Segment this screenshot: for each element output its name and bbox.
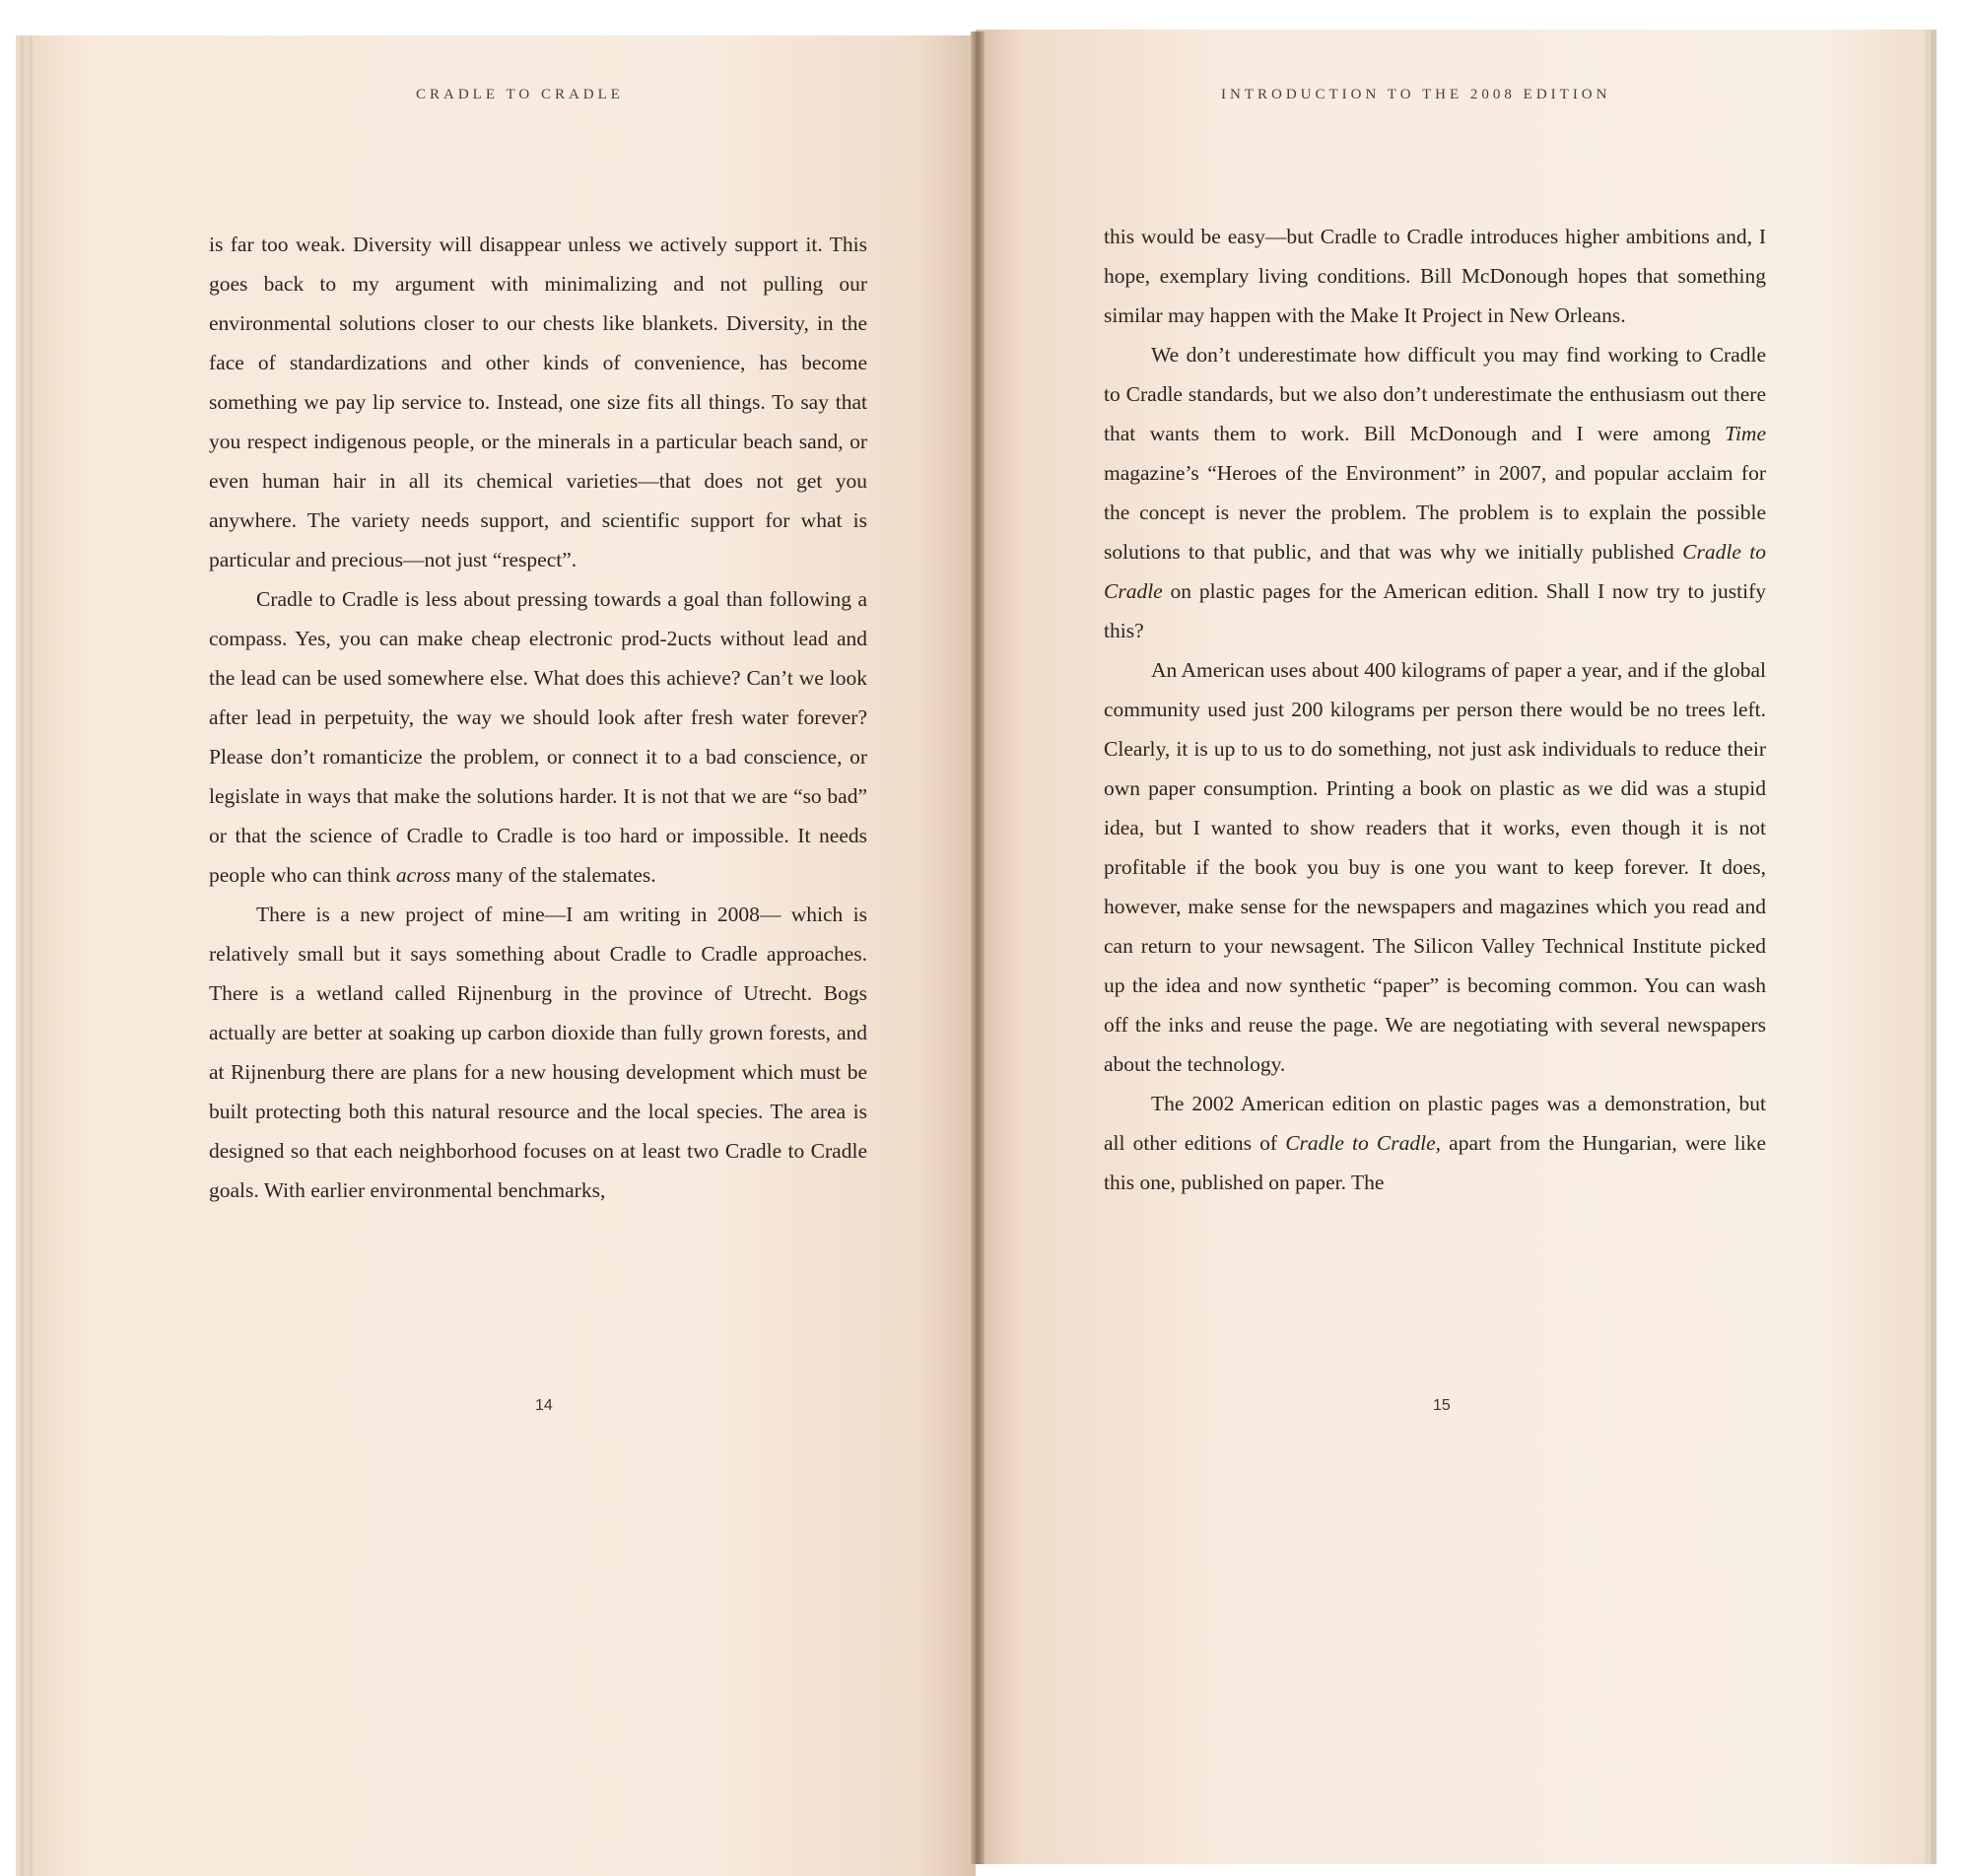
text-run: on plastic pages for the American edition. Shall I now try to justify this? <box>1104 579 1766 642</box>
text-run: There is a new project of mine—I am writing in 2008— which is relatively small but it says something about Cradle to Cradle approaches. There is a wetland called Rijnenburg in the province of Utrecht. Bogs actually are better at soaking up carbon dioxide than fully grown forests, and at Rijnenburg there are plans for a new housing development which must be built protecting both this natural resource and the local species. The area is designed so that each neighborhood focuses on at least two Cradle to Cradle goals. With earlier environmental benchmarks, <box>209 903 867 1202</box>
text-run: magazine’s “Heroes of the Environment” in 2007, and popular acclaim for the concept is never the problem. The problem is to explain the possible solutions to that public, and that was why we initially published <box>1104 461 1766 564</box>
paragraph <box>1104 335 1766 650</box>
italic-text: Cradle to Cradle <box>1104 540 1766 603</box>
paragraph <box>1104 1084 1766 1202</box>
paragraph <box>1104 650 1766 1084</box>
text-run: Cradle to Cradle is less about pressing towards a goal than following a compass. Yes, you can make cheap electronic prod-2ucts without lead and the lead can be used somewhere else. What does this achieve? Can’t we look after lead in perpetuity, the way we should look after fresh water forever? Please don’t romanticize the problem, or connect it to a bad conscience, or legislate in ways that make the solutions harder. It is not that we are “so bad” or that the science of Cradle to Cradle is too hard or impossible. It needs people who can think <box>209 587 867 887</box>
page-number-right: 15 <box>1433 1397 1451 1414</box>
text-run: this would be easy—but Cradle to Cradle introduces higher ambitions and, I hope, exemplary living conditions. Bill McDonough hopes that something similar may happen with the Make It Project in New Orleans. <box>1104 225 1766 327</box>
text-run: is far too weak. Diversity will disappear unless we actively support it. This goes back to my argument with minimalizing and not pulling our environmental solutions closer to our chests like blankets. Diversity, in the face of standardizations and other kinds of convenience, has become something we pay lip service to. Instead, one size fits all things. To say that you respect indigenous people, or the minerals in a particular beach sand, or even human hair in all its chemical varieties—that does not get you anywhere. The variety needs support, and scientific support for what is particular and precious—not just “respect”. <box>209 233 867 571</box>
running-head-right: INTRODUCTION TO THE 2008 EDITION <box>1221 87 1611 102</box>
italic-text: across <box>395 863 451 887</box>
italic-text: Cradle to Cradle <box>1285 1131 1436 1155</box>
paragraph <box>209 579 867 895</box>
paragraph <box>209 895 867 1210</box>
page-number-left: 14 <box>535 1397 553 1414</box>
left-page-text <box>209 225 867 1210</box>
text-run: , apart from the Hungarian, were like this one, published on paper. The <box>1104 1131 1767 1194</box>
italic-text: Time <box>1725 422 1766 445</box>
paragraph <box>209 225 867 579</box>
text-run: We don’t underestimate how difficult you may find working to Cradle to Cradle standards, but we also don’t underestimate the enthusiasm out there that wants them to work. Bill McDonough and I were among <box>1104 343 1766 445</box>
text-run: many of the stalemates. <box>450 863 656 887</box>
right-page-text <box>1104 217 1766 1202</box>
paragraph <box>1104 217 1766 335</box>
text-run: An American uses about 400 kilograms of paper a year, and if the global community used just 200 kilograms per person there would be no trees left. Clearly, it is up to us to do something, not just ask individuals to reduce their own paper consumption. Printing a book on plastic as we did was a stupid idea, but I wanted to show readers that it works, even though it is not profitable if the book you buy is one you want to keep forever. It does, however, make sense for the newspapers and magazines which you read and can return to your newsagent. The Silicon Valley Technical Institute picked up the idea and now synthetic “paper” is becoming common. You can wash off the inks and reuse the page. We are negotiating with several newspapers about the technology. <box>1104 658 1766 1076</box>
running-head-left: CRADLE TO CRADLE <box>416 87 624 102</box>
book-gutter <box>971 32 985 1864</box>
text-run: The 2002 American edition on plastic pages was a demonstration, but all other editions of <box>1104 1092 1766 1155</box>
